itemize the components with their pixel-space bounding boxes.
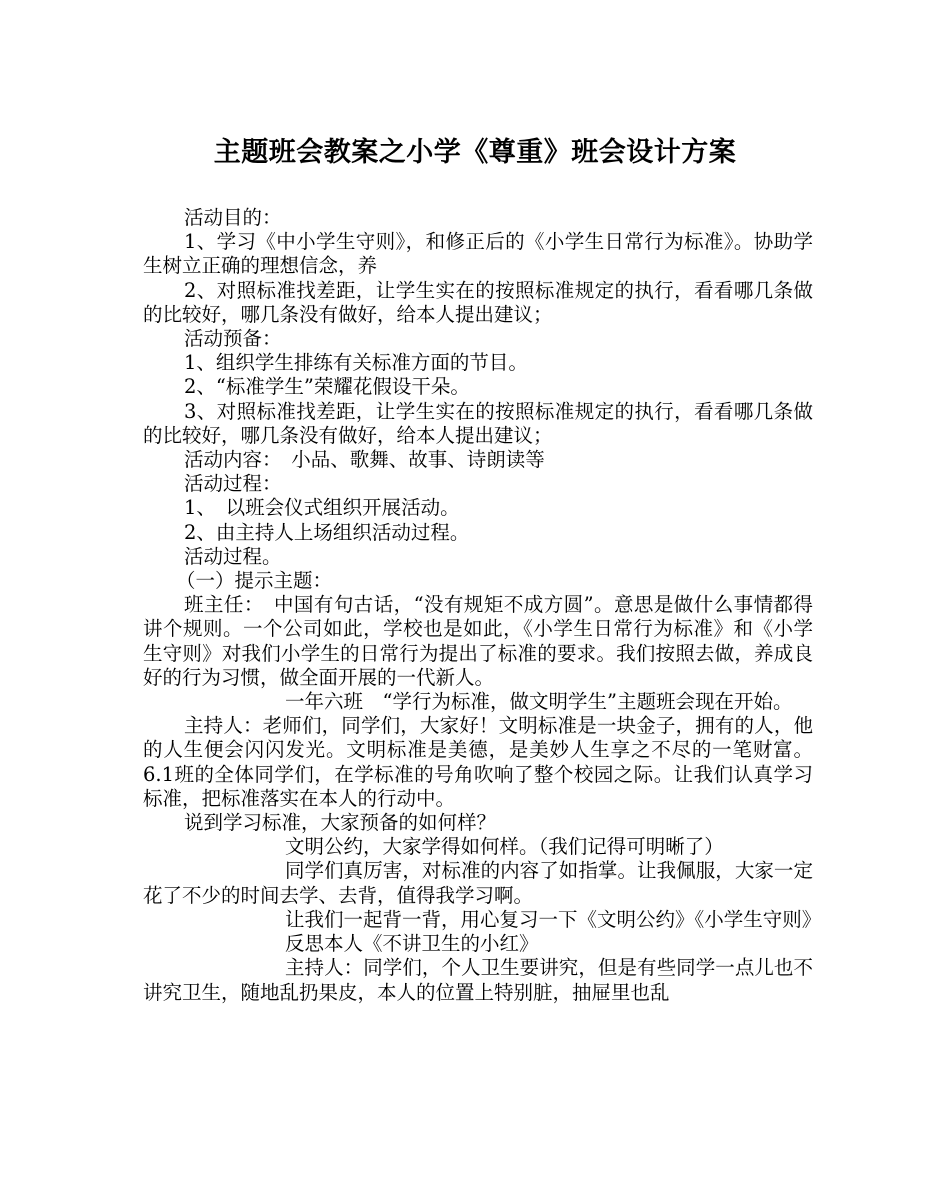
document-title: 主题班会教案之小学《尊重》班会设计方案 [213,137,737,168]
paragraph-question: 说到学习标准，大家预备的如何样？ [184,811,497,835]
paragraph-process-2: 2、由主持人上场组织活动过程。 [184,520,470,544]
paragraph-purpose-1: 1、学习《中小学生守则》，和修正后的《小学生日常行为标准》。协助学生树立正确的理想信念，养 [143,230,813,278]
paragraph-process-1: 1、 以班会仪式组织开展活动。 [184,496,460,520]
paragraph-content: 活动内容： 小品、歌舞、故事、诗朗读等 [184,448,545,472]
paragraph-heading-preparation: 活动预备： [184,327,282,351]
paragraph-preparation-1: 1、组织学生排练有关标准方面的节目。 [184,351,528,375]
paragraph-heading-process: 活动过程： [184,472,282,496]
paragraph-host-1: 主持人：老师们，同学们，大家好！文明标准是一块金子，拥有的人，他的人生便会闪闪发光。文明标准是美德，是美妙人生享之不尽的一笔财富。6.1班的全体同学们，在学标准的号角吹响了整个校园之际。让我们认真学习标准，把标准落实在本人的行动中。 [143,714,813,810]
paragraph-praise: 同学们真厉害，对标准的内容了如指掌。让我佩服，大家一定花了不少的时间去学、去背，值得我学习啊。 [143,859,813,907]
paragraph-purpose-2: 2、对照标准找差距，让学生实在的按照标准规定的执行，看看哪几条做的比较好，哪几条没有做好，给本人提出建议； [143,278,813,326]
paragraph-heading-purpose: 活动目的： [184,206,282,229]
paragraph-class-start: 一年六班 “学行为标准，做文明学生”主题班会现在开始。 [285,690,793,714]
paragraph-preparation-3: 3、对照标准找差距，让学生实在的按照标准规定的执行，看看哪几条做的比较好，哪几条没有做好，给本人提出建议； [143,399,813,447]
paragraph-reflect: 反思本人《不讲卫生的小红》 [285,932,539,956]
paragraph-recite: 让我们一起背一背，用心复习一下《文明公约》《小学生守则》 [285,907,822,931]
paragraph-section-1: （一）提示主题： [176,569,333,593]
paragraph-process-heading-2: 活动过程。 [184,544,282,568]
paragraph-host-2: 主持人：同学们，个人卫生要讲究，但是有些同学一点儿也不讲究卫生，随地乱扔果皮，本人的位置上特别脏，抽屉里也乱 [143,956,813,1004]
document-body [143,206,822,1005]
paragraph-teacher: 班主任： 中国有句古话，“没有规矩不成方圆”。意思是做什么事情都得讲个规则。一个公司如此，学校也是如此，《小学生日常行为标准》和《小学生守则》对我们小学生的日常行为提出了标准的要求。我们按照去做，养成良好的行为习惯，做全面开展的一代新人。 [143,593,813,689]
paragraph-preparation-2: 2、“标准学生”荣耀花假设干朵。 [184,375,470,399]
paragraph-convention: 文明公约，大家学得如何样。（我们记得可明晰了） [285,835,724,859]
